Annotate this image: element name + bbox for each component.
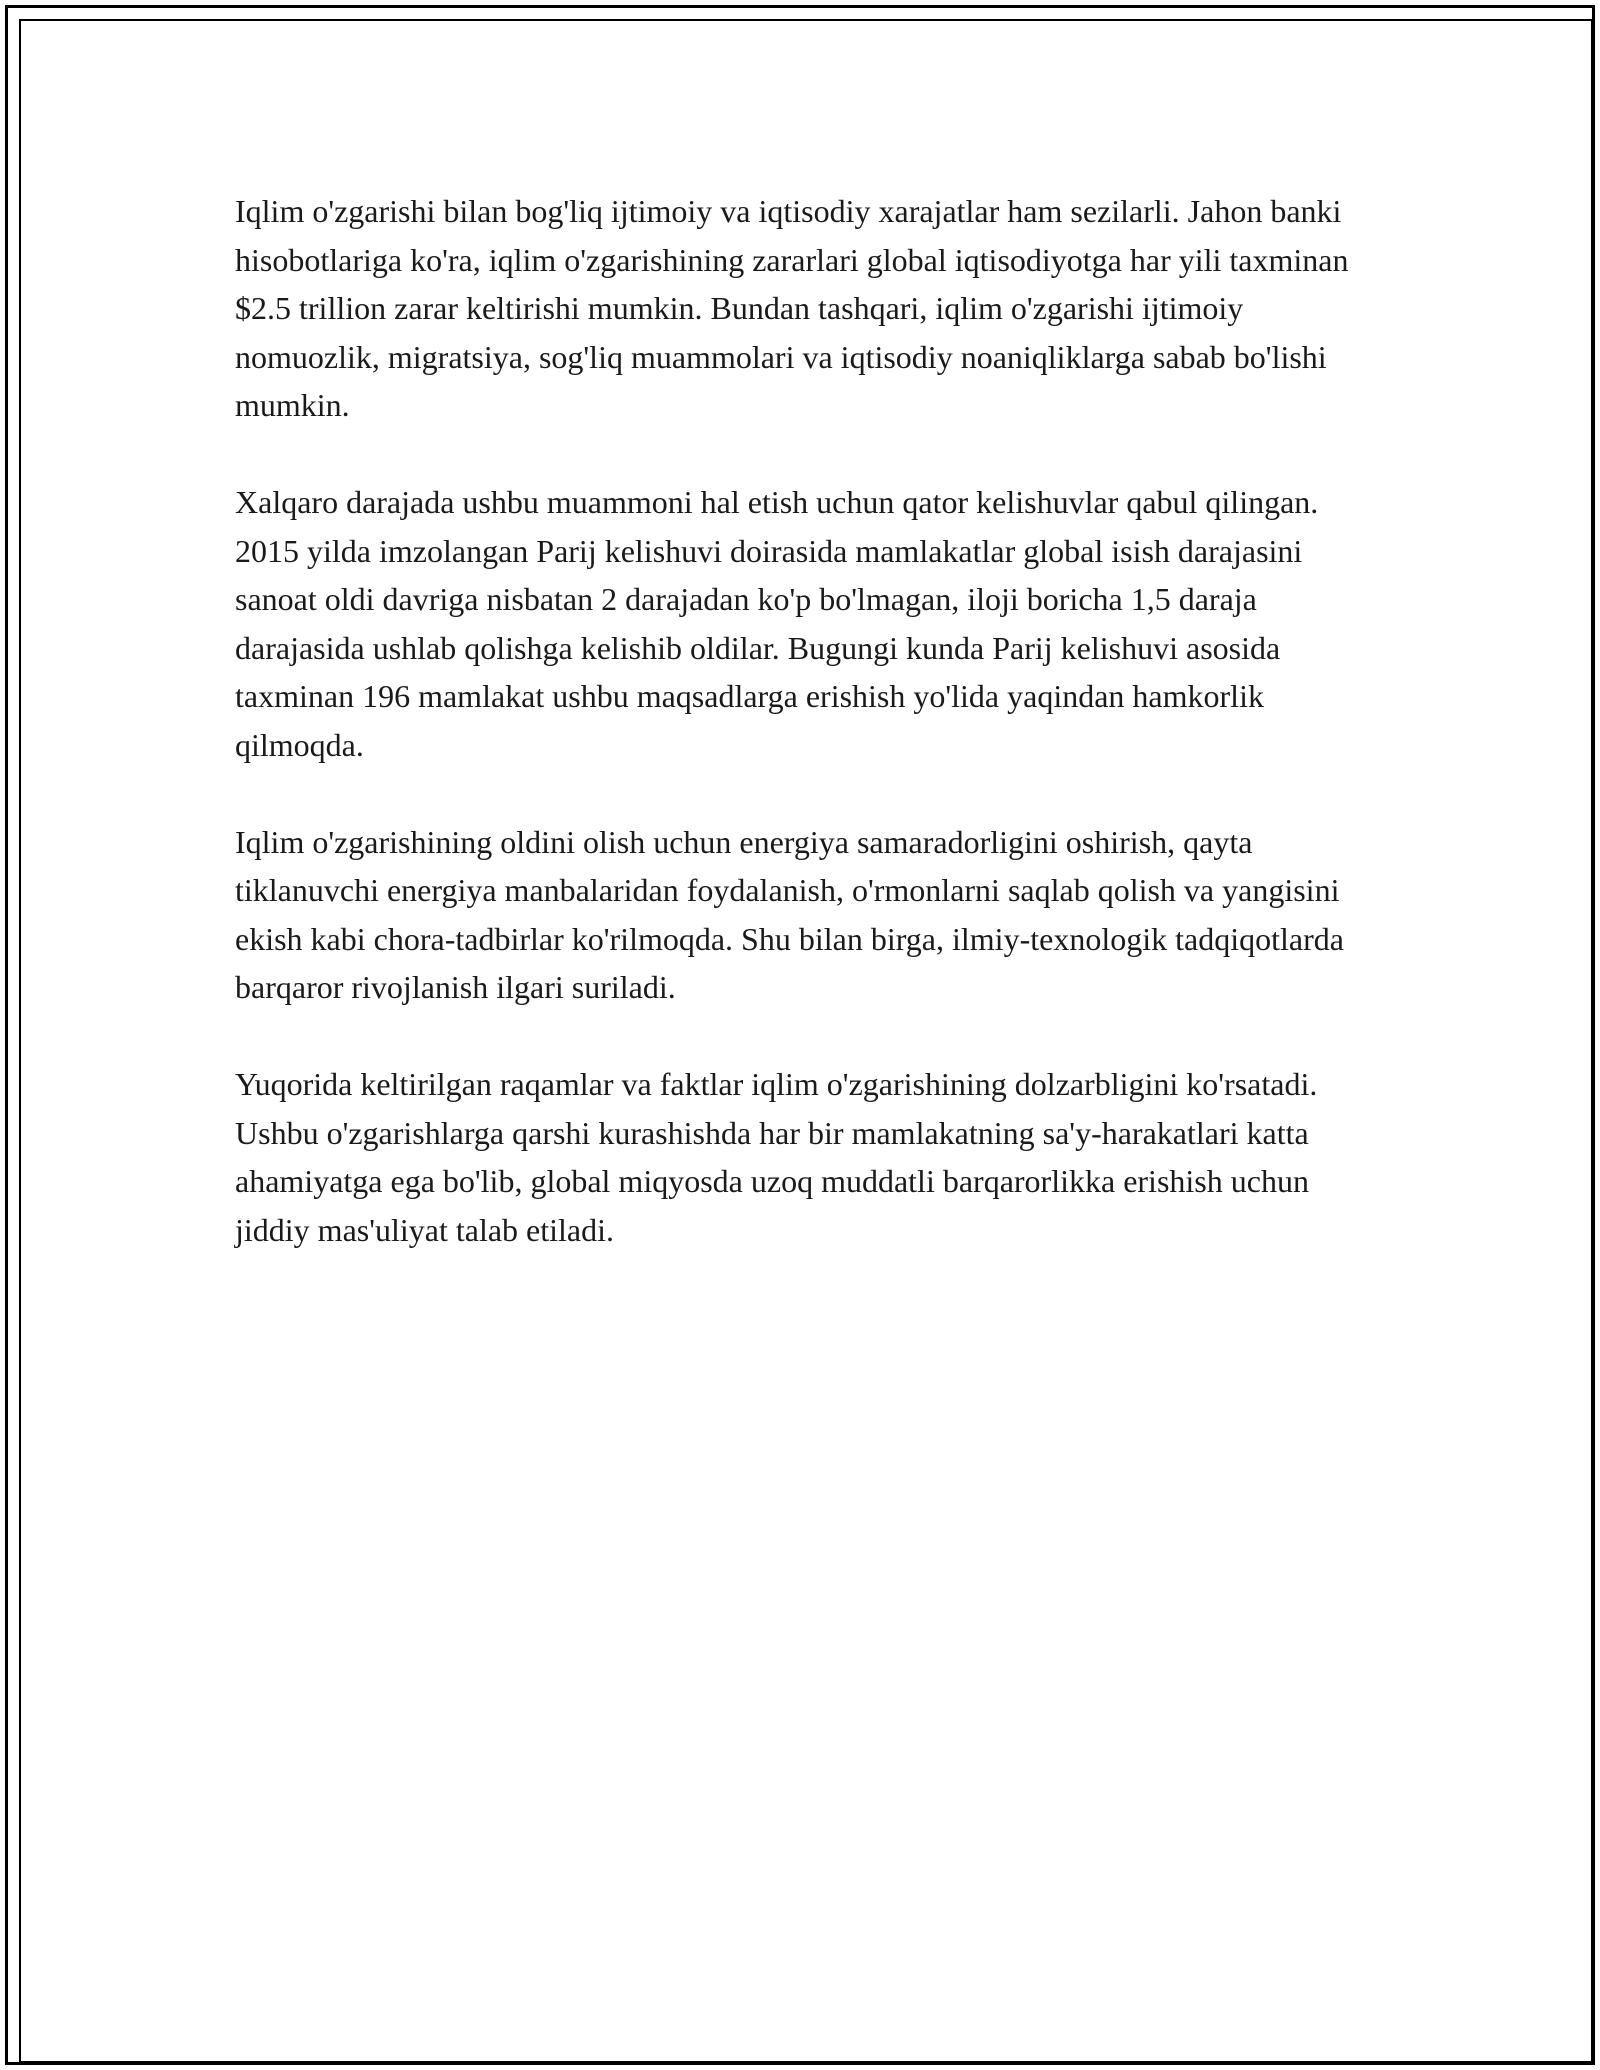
document-body: [235, 187, 1375, 1303]
paragraph-mitigation-measures: Iqlim o'zgarishining oldini olish uchun energiya samaradorligini oshirish, qayta tiklanuvchi energiya manbalaridan foydalanish, o'rmonlarni saqlab qolish va yangisini ekish kabi chora-tadbirlar ko'rilmoqda. Shu bilan birga, ilmiy-texnologik tadqiqotlarda barqaror rivojlanish ilgari suriladi.: [235, 823, 1344, 1005]
paragraph-conclusion: Yuqorida keltirilgan raqamlar va faktlar iqlim o'zgarishining dolzarbligini ko'rsatadi. Ushbu o'zgarishlarga qarshi kurashishda har bir mamlakatning sa'y-harakatlari katta ahamiyatga ega bo'lib, global miqyosda uzoq muddatli barqarorlikka erishish uchun jiddiy mas'uliyat talab etiladi.: [235, 1066, 1318, 1248]
paragraph-economic-costs: Iqlim o'zgarishi bilan bog'liq ijtimoiy va iqtisodiy xarajatlar ham sezilarli. Jahon banki hisobotlariga ko'ra, iqlim o'zgarishining zararlari global iqtisodiyotga har yili taxminan $2.5 trillion zarar keltirishi mumkin. Bundan tashqari, iqlim o'zgarishi ijtimoiy nomuozlik, migratsiya, sog'liq muammolari va iqtisodiy noaniqliklarga sabab bo'lishi mumkin.: [235, 193, 1349, 423]
paragraph-paris-agreement: Xalqaro darajada ushbu muammoni hal etish uchun qator kelishuvlar qabul qilingan. 2015 yilda imzolangan Parij kelishuvi doirasida mamlakatlar global isish darajasini sanoat oldi davriga nisbatan 2 darajadan ko'p bo'lmagan, iloji boricha 1,5 daraja darajasida ushlab qolishga kelishib oldilar. Bugungi kunda Parij kelishuvi asosida taxminan 196 mamlakat ushbu maqsadlarga erishish yo'lida yaqindan hamkorlik qilmoqda.: [235, 484, 1319, 763]
